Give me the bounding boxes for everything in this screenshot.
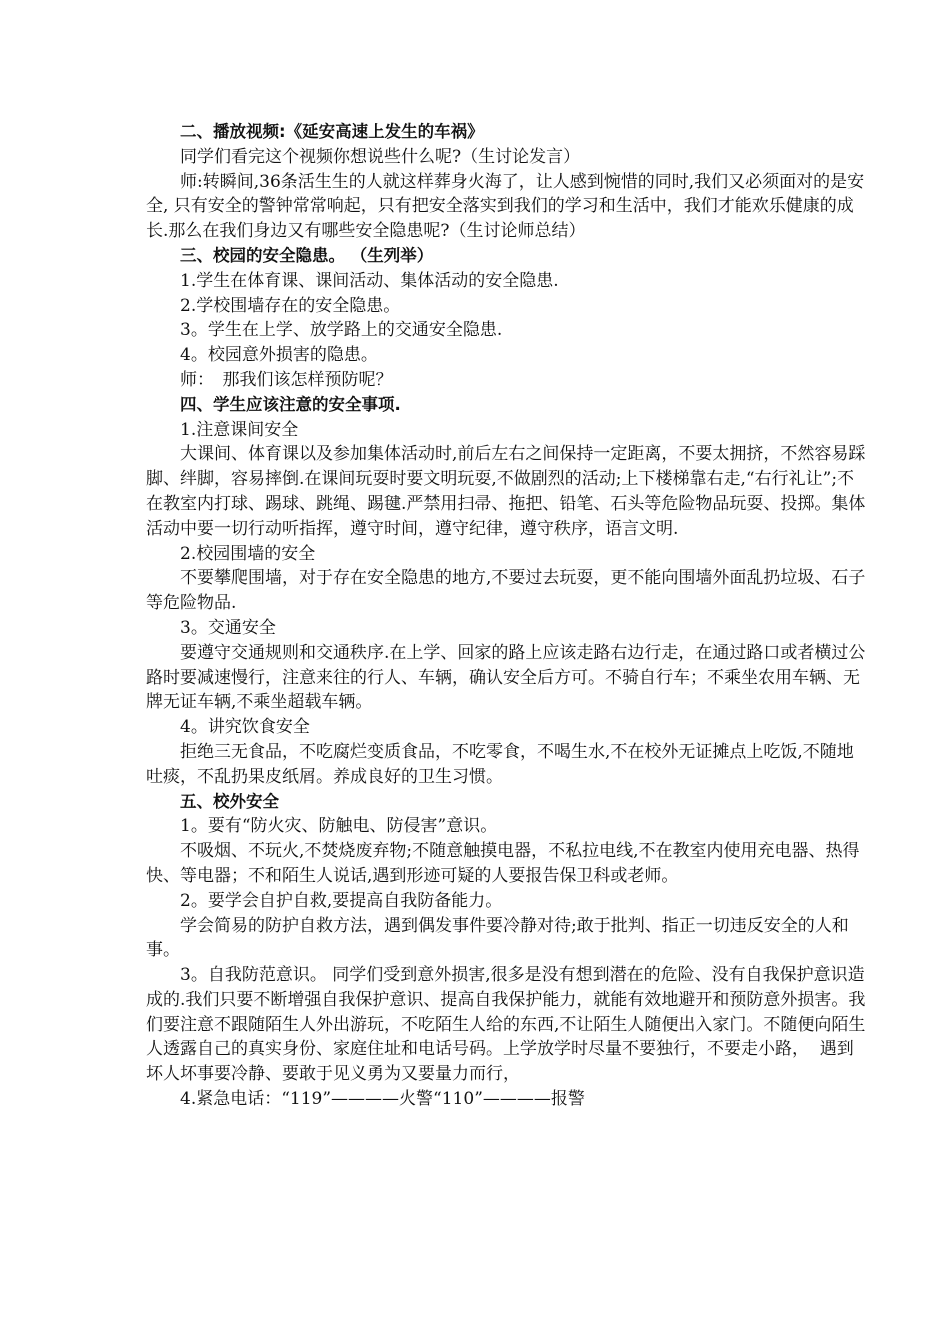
section-heading: 二、播放视频:《延安高速上发生的车祸》 <box>180 122 484 141</box>
paragraph: 师： 那我们该怎样预防呢？ <box>180 369 393 390</box>
paragraph: 大课间、体育课以及参加集体活动时,前后左右之间保持一定距离，不要太拥挤，不然容易踩脚、绊脚，容易摔倒.在课间玩耍时要文明玩耍,不做剧烈的活动;上下楼梯靠右走,“右行礼让”;不在教室内打球、踢球、跳绳、踢毽.严禁用扫帚、拖把、铅笔、石头等危险物品玩耍、投掷。集体活动中要一切行动听指挥，遵守时间，遵守纪律，遵守秩序，语言文明. <box>146 444 866 539</box>
paragraph: 不吸烟、不玩火,不焚烧废弃物;不随意触摸电器，不私拉电线,不在教室内使用充电器、热得快、等电器；不和陌生人说话,遇到形迹可疑的人要报告保卫科或老师。 <box>146 841 860 886</box>
paragraph: 1.学生在体育课、课间活动、集体活动的安全隐患. <box>180 270 559 291</box>
paragraph: 1.注意课间安全 <box>180 419 299 440</box>
paragraph: 2。要学会自护自救,要提高自我防备能力。 <box>180 890 503 911</box>
paragraph: 2.校园围墙的安全 <box>180 543 316 564</box>
paragraph: 3。交通安全 <box>180 617 276 638</box>
paragraph: 不要攀爬围墙，对于存在安全隐患的地方,不要过去玩耍，更不能向围墙外面乱扔垃圾、石子等危险物品. <box>146 568 866 614</box>
paragraph: 4.紧急电话：“119”————火警“110”————报警 <box>180 1089 585 1110</box>
paragraph: 2.学校围墙存在的安全隐患。 <box>180 295 401 316</box>
paragraph: 师:转瞬间,36条活生生的人就这样葬身火海了，让人感到惋惜的同时,我们又必须面对的是安全, 只有安全的警钟常常响起，只有把安全落实到我们的学习和生活中，我们才能欢乐健康的成长.那么在我们身边又有哪些安全隐患呢?（生讨论师总结） <box>146 171 865 242</box>
paragraph: 拒绝三无食品，不吃腐烂变质食品，不吃零食，不喝生水,不在校外无证摊点上吃饭,不随地吐痰，不乱扔果皮纸屑。养成良好的卫生习惯。 <box>146 741 854 787</box>
paragraph: 学会简易的防护自救方法，遇到偶发事件要冷静对待;敢于批判、指正一切违反安全的人和事。 <box>146 915 849 961</box>
paragraph: 要遵守交通规则和交通秩序.在上学、回家的路上应该走路右边行走，在通过路口或者横过公路时要减速慢行，注意来往的行人、车辆，确认安全后方可。不骑自行车；不乘坐农用车辆、无牌无证车辆,不乘坐超载车辆。 <box>146 642 866 713</box>
paragraph: 4。讲究饮食安全 <box>180 717 310 738</box>
paragraph: 4。校园意外损害的隐患。 <box>180 345 378 366</box>
section-heading: 五、校外安全 <box>180 791 279 811</box>
paragraph: 3。自我防范意识。 同学们受到意外损害,很多是没有想到潜在的危险、没有自我保护意识造成的.我们只要不断增强自我保护意识、提高自我保护能力，就能有效地避开和预防意外损害。我们要注意不跟随陌生人外出游玩，不吃陌生人给的东西,不让陌生人随便出入家门。不随便向陌生人透露自己的真实身份、家庭住址和电话号码。上学放学时尽量不要独行，不要走小路， 遇到坏人坏事要冷静、要敢于见义勇为又要量力而行， <box>146 965 866 1085</box>
paragraph: 同学们看完这个视频你想说些什么呢?（生讨论发言） <box>180 146 581 167</box>
section-heading: 四、学生应该注意的安全事项. <box>180 394 401 414</box>
section-heading: 三、校园的安全隐患。 （生列举） <box>180 245 434 265</box>
paragraph: 1。要有“防火灾、防触电、防侵害”意识。 <box>180 816 498 837</box>
paragraph: 3。学生在上学、放学路上的交通安全隐患. <box>180 320 503 341</box>
